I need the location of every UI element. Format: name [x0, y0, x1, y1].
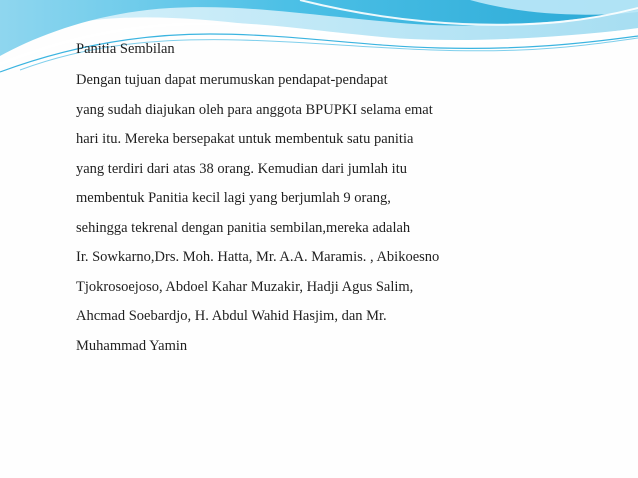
paragraph-line: yang sudah diajukan oleh para anggota BPUPKI selama emat [76, 101, 433, 118]
paragraph-line: Muhammad Yamin [76, 337, 188, 354]
paragraph-line: membentuk Panitia kecil lagi yang berjumlah 9 orang, [76, 190, 391, 206]
paragraph-line: hari itu. Mereka bersepakat untuk membentuk satu panitia [76, 131, 414, 147]
paragraph-line: Ir. Sowkarno,Drs. Moh. Hatta, Mr. A.A. Maramis. , Abikoesno [76, 249, 440, 265]
paragraph-line: Ahcmad Soebardjo, H. Abdul Wahid Hasjim, dan Mr. [76, 308, 387, 324]
paragraph-line: Dengan tujuan dapat merumuskan pendapat-pendapat [76, 72, 388, 88]
slide-body-paragraph [76, 66, 596, 361]
paragraph-line: sehingga tekrenal dengan panitia sembilan,mereka adalah [76, 219, 411, 236]
paragraph-line: yang terdiri dari atas 38 orang. Kemudian dari jumlah itu [76, 160, 407, 177]
paragraph-line: Tjokrosoejoso, Abdoel Kahar Muzakir, Hadji Agus Salim, [76, 278, 414, 295]
slide-content [76, 38, 596, 361]
slide-title: Panitia Sembilan [76, 41, 175, 57]
